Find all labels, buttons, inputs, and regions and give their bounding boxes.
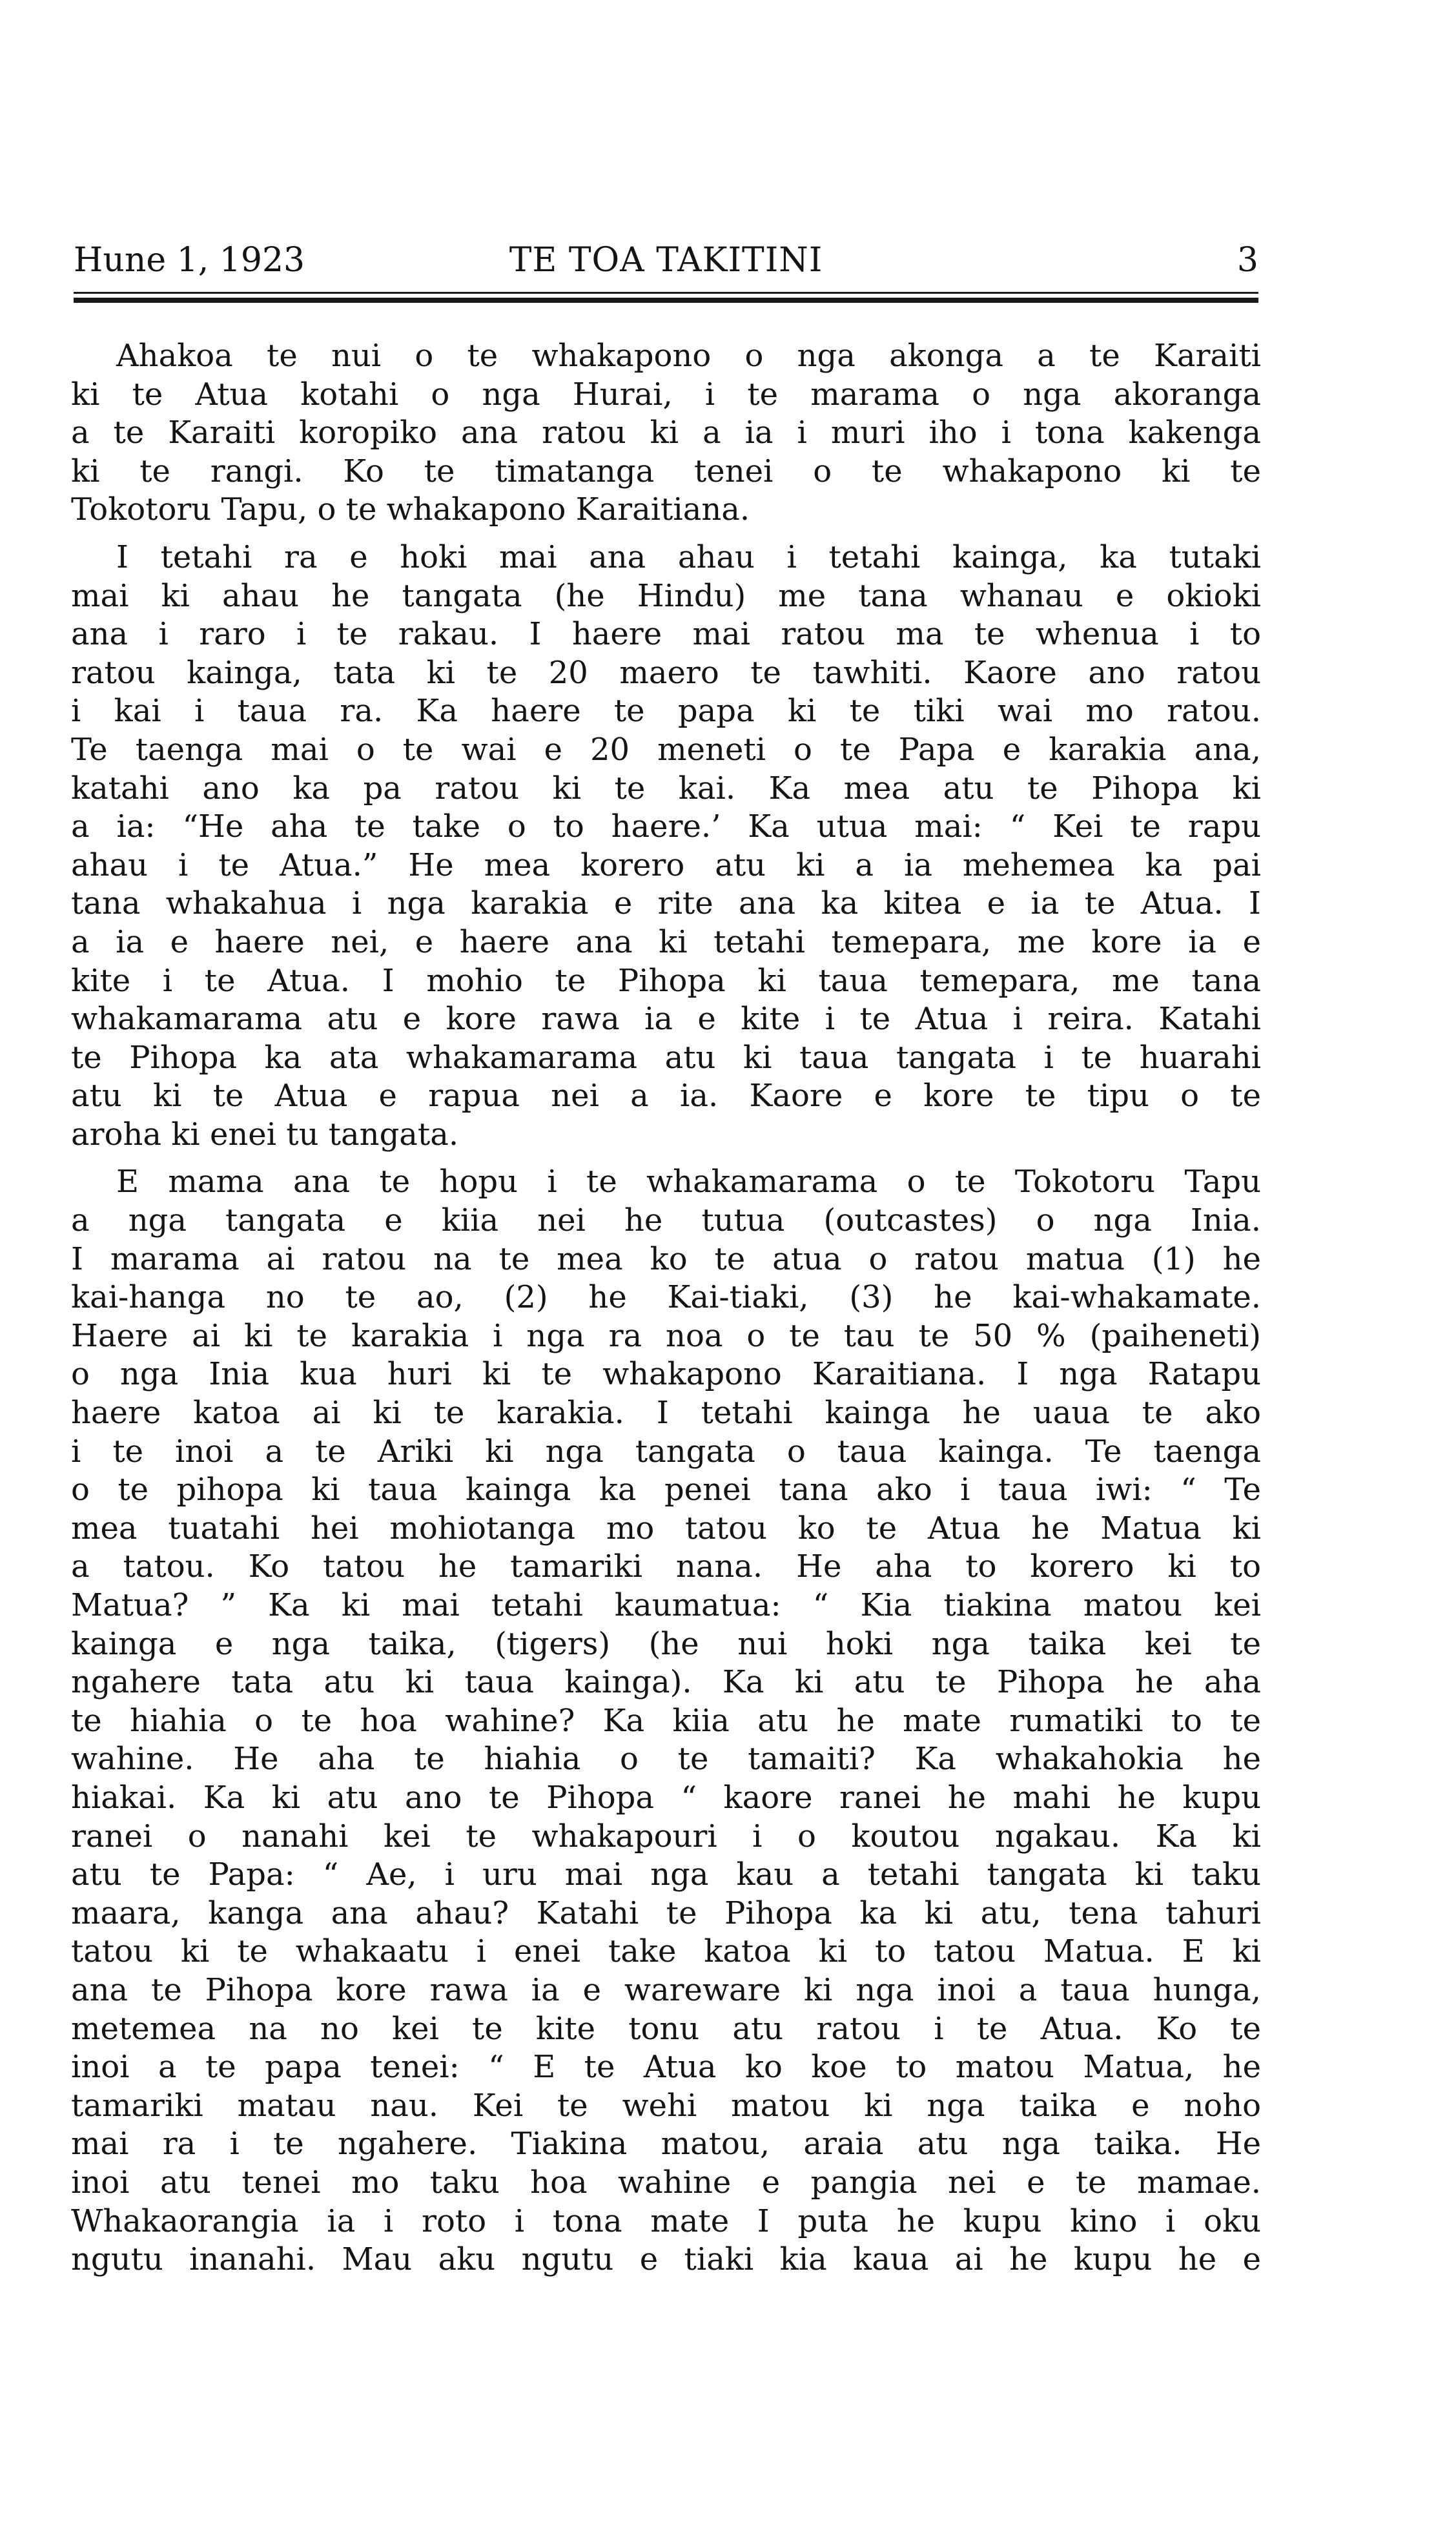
text-line: atu te Papa: “ Ae, i uru mai nga kau a tetahi tangata ki taku: [71, 1856, 1261, 1893]
text-line: whakamarama atu e kore rawa ia e kite i te Atua i reira. Katahi: [71, 1001, 1261, 1038]
text-line: Te taenga mai o te wai e 20 meneti o te Papa e karakia ana,: [71, 731, 1261, 768]
text-line: i te inoi a te Ariki ki nga tangata o taua kainga. Te taenga: [71, 1433, 1261, 1470]
text-line: ahau i te Atua.” He mea korero atu ki a ia mehemea ka pai: [71, 847, 1261, 883]
text-line: ngutu inanahi. Mau aku ngutu e tiaki kia kaua ai he kupu he e: [71, 2241, 1261, 2278]
header-rule-thick: [74, 298, 1258, 303]
text-line: I marama ai ratou na te mea ko te atua o ratou matua (1) he: [71, 1240, 1261, 1277]
text-line: o te pihopa ki taua kainga ka penei tana ako i taua iwi: “ Te: [71, 1472, 1261, 1508]
text-line: a te Karaiti koropiko ana ratou ki a ia i muri iho i tona kakenga: [71, 415, 1261, 451]
article-body: [71, 337, 1261, 2288]
text-line: a ia: “He aha te take o to haere.’ Ka utua mai: “ Kei te rapu: [71, 808, 1261, 845]
text-line: a nga tangata e kiia nei he tutua (outcastes) o nga Inia.: [71, 1202, 1261, 1239]
paragraph-1: [71, 337, 1261, 529]
text-line: ki te Atua kotahi o nga Hurai, i te marama o nga akoranga: [71, 376, 1261, 413]
header-rule-thin: [74, 292, 1258, 294]
publication-title: TE TOA TAKITINI: [509, 241, 823, 280]
text-line: ki te rangi. Ko te timatanga tenei o te whakapono ki te: [71, 453, 1261, 489]
text-line: E mama ana te hopu i te whakamarama o te Tokotoru Tapu: [116, 1164, 1261, 1200]
text-line: o nga Inia kua huri ki te whakapono Karaitiana. I nga Ratapu: [71, 1356, 1261, 1393]
text-line: a ia e haere nei, e haere ana ki tetahi temepara, me kore ia e: [71, 923, 1261, 960]
text-line: ana i raro i te rakau. I haere mai ratou ma te whenua i to: [71, 616, 1261, 653]
text-line: ana te Pihopa kore rawa ia e wareware ki nga inoi a taua hunga,: [71, 1971, 1261, 2008]
running-header: [74, 238, 1258, 283]
text-line: kainga e nga taika, (tigers) (he nui hoki nga taika kei te: [71, 1625, 1261, 1662]
text-line: ngahere tata atu ki taua kainga). Ka ki atu te Pihopa he aha: [71, 1664, 1261, 1701]
page-number: 3: [1236, 241, 1258, 280]
text-line: inoi a te papa tenei: “ E te Atua ko koe to matou Matua, he: [71, 2049, 1261, 2086]
text-line: aroha ki enei tu tangata.: [71, 1116, 459, 1153]
text-line: kite i te Atua. I mohio te Pihopa ki taua temepara, me tana: [71, 962, 1261, 999]
text-line: metemea na no kei te kite tonu atu ratou i te Atua. Ko te: [71, 2010, 1261, 2047]
text-line: kai-hanga no te ao, (2) he Kai-tiaki, (3) he kai-whakamate.: [71, 1279, 1261, 1316]
text-line: Haere ai ki te karakia i nga ra noa o te tau te 50 % (paiheneti): [71, 1317, 1261, 1354]
text-line: tatou ki te whakaatu i enei take katoa ki to tatou Matua. E ki: [71, 1933, 1261, 1970]
text-line: ranei o nanahi kei te whakapouri i o koutou ngakau. Ka ki: [71, 1818, 1261, 1854]
text-line: mea tuatahi hei mohiotanga mo tatou ko te Atua he Matua ki: [71, 1510, 1261, 1546]
text-line: tana whakahua i nga karakia e rite ana ka kitea e ia te Atua. I: [71, 885, 1261, 922]
text-line: te Pihopa ka ata whakamarama atu ki taua tangata i te huarahi: [71, 1039, 1261, 1076]
text-line: tamariki matau nau. Kei te wehi matou ki nga taika e noho: [71, 2087, 1261, 2124]
text-line: Ahakoa te nui o te whakapono o nga akonga a te Karaiti: [116, 338, 1261, 374]
text-line: i kai i taua ra. Ka haere te papa ki te tiki wai mo ratou.: [71, 693, 1261, 730]
text-line: a tatou. Ko tatou he tamariki nana. He aha to korero ki to: [71, 1548, 1261, 1585]
paragraph-3: [71, 1163, 1261, 2279]
text-line: wahine. He aha te hiahia o te tamaiti? Ka whakahokia he: [71, 1741, 1261, 1778]
paragraph-2: [71, 539, 1261, 1155]
text-line: inoi atu tenei mo taku hoa wahine e pangia nei e te mamae.: [71, 2164, 1261, 2201]
text-line: te hiahia o te hoa wahine? Ka kiia atu he mate rumatiki to te: [71, 1702, 1261, 1739]
text-line: katahi ano ka pa ratou ki te kai. Ka mea atu te Pihopa ki: [71, 770, 1261, 807]
text-line: mai ra i te ngahere. Tiakina matou, araia atu nga taika. He: [71, 2126, 1261, 2163]
text-line: mai ki ahau he tangata (he Hindu) me tana whanau e okioki: [71, 577, 1261, 614]
text-line: maara, kanga ana ahau? Katahi te Pihopa ka ki atu, tena tahuri: [71, 1895, 1261, 1931]
text-line: Tokotoru Tapu, o te whakapono Karaitiana.: [71, 491, 750, 528]
text-line: ratou kainga, tata ki te 20 maero te tawhiti. Kaore ano ratou: [71, 654, 1261, 691]
text-line: atu ki te Atua e rapua nei a ia. Kaore e kore te tipu o te: [71, 1078, 1261, 1115]
text-line: Whakaorangia ia i roto i tona mate I puta he kupu kino i oku: [71, 2203, 1261, 2239]
issue-date: Hune 1, 1923: [74, 241, 305, 280]
text-line: hiakai. Ka ki atu ano te Pihopa “ kaore ranei he mahi he kupu: [71, 1779, 1261, 1816]
text-line: I tetahi ra e hoki mai ana ahau i tetahi kainga, ka tutaki: [116, 539, 1261, 575]
text-line: Matua? ” Ka ki mai tetahi kaumatua: “ Kia tiakina matou kei: [71, 1587, 1261, 1623]
text-line: haere katoa ai ki te karakia. I tetahi kainga he uaua te ako: [71, 1395, 1261, 1432]
